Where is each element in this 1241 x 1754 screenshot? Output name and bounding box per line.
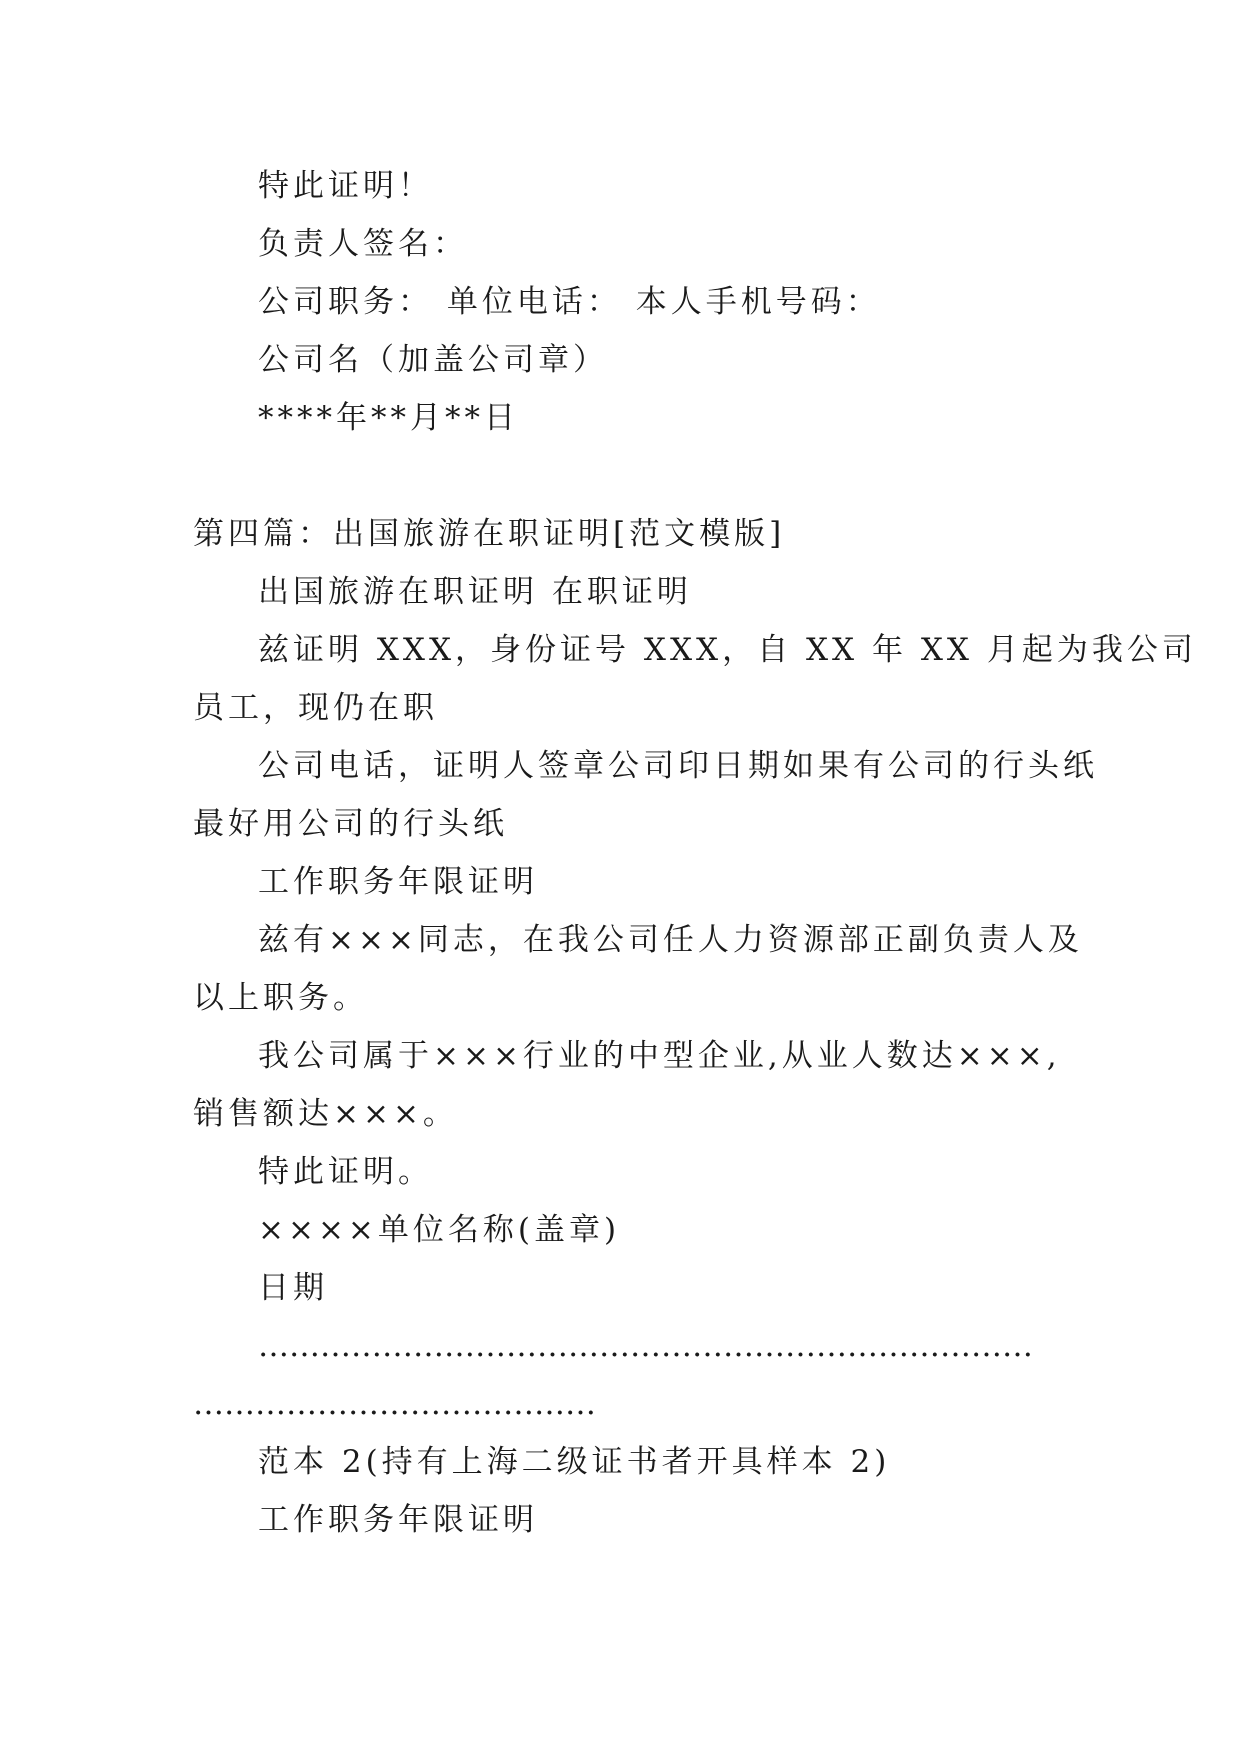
paragraph-line: 我公司属于×××行业的中型企业,从业人数达×××, [258,1038,1061,1074]
paragraph-line: 兹证明 XXX，身份证号 XXX，自 XX 年 XX 月起为我公司 [258,632,1197,668]
position-phone-label: 公司职务： 单位电话： 本人手机号码： [258,284,881,320]
paragraph-line: 员工，现仍在职 [193,690,438,726]
sample-heading: 范本 2(持有上海二级证书者开具样本 2) [258,1444,891,1480]
company-seal-label: 公司名（加盖公司章） [258,342,608,378]
paragraph-line: 最好用公司的行头纸 [193,806,508,842]
paragraph-line: 销售额达×××。 [193,1096,458,1132]
certify-text: 特此证明。 [258,1154,433,1190]
dotted-separator: ………………………………………………………………… [258,1328,1033,1364]
unit-name-seal: ××××单位名称(盖章) [258,1212,621,1248]
section-heading: 第四篇：出国旅游在职证明[范文模版] [193,516,786,552]
date-label: 日期 [258,1270,328,1306]
dotted-separator: ………………………………… [193,1386,596,1422]
subheading: 出国旅游在职证明 在职证明 [258,574,692,610]
paragraph-line: 公司电话，证明人签章公司印日期如果有公司的行头纸 [258,748,1098,784]
subheading: 工作职务年限证明 [258,864,538,900]
certify-text: 特此证明！ [258,168,433,204]
paragraph-line: 兹有×××同志，在我公司任人力资源部正副负责人及 [258,922,1083,958]
date-placeholder: ****年**月**日 [258,400,519,436]
signature-label: 负责人签名： [258,226,468,262]
subheading: 工作职务年限证明 [258,1502,538,1538]
paragraph-line: 以上职务。 [193,980,368,1016]
